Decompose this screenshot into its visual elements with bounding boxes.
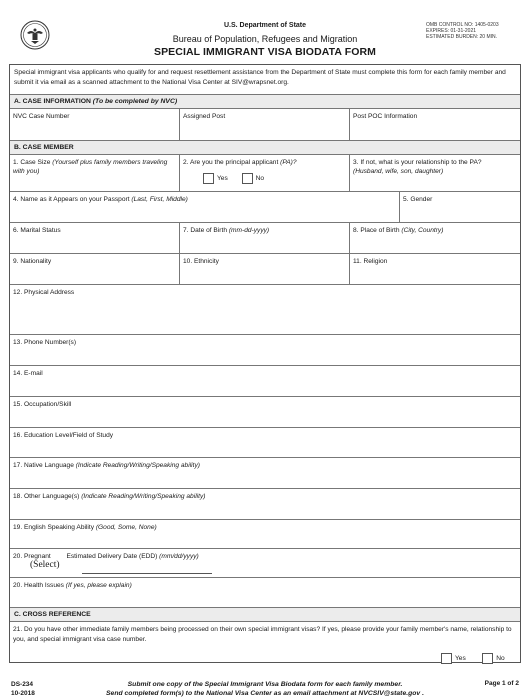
religion-label: 11. Religion	[353, 258, 388, 265]
other-languages-note: (Indicate Reading/Writing/Speaking ability)	[81, 493, 206, 500]
physical-address-label: 12. Physical Address	[13, 289, 75, 296]
form-date: 10-2018	[11, 690, 35, 697]
phone-field[interactable]	[10, 335, 520, 365]
assigned-post-field[interactable]	[179, 109, 349, 140]
row-pregnant	[10, 549, 520, 578]
row-case-size	[10, 155, 520, 192]
education-field[interactable]	[10, 428, 520, 457]
gender-label: 5. Gender	[403, 196, 433, 203]
health-issues-field[interactable]	[10, 578, 520, 607]
footer-line-2: Send completed form(s) to the National Visa Center as an email attachment at NVCSIV@state.gov .	[106, 690, 424, 697]
english-ability-label: 19. English Speaking Ability	[13, 524, 95, 531]
principal-yes-label: Yes	[217, 175, 228, 182]
form-number: DS-234	[11, 681, 34, 688]
omb-expires: EXPIRES: 01-31-2021	[426, 28, 477, 34]
q21-label: 21. Do you have other immediate family members being processed on their own special immigrant visas? If yes, please provide your family member's name, relationship to you, and special immigrant visa case number.	[13, 626, 512, 643]
row-email	[10, 366, 520, 397]
row-name	[10, 192, 520, 223]
q21-yes-label: Yes	[455, 655, 466, 663]
nvc-case-number-label: NVC Case Number	[13, 113, 70, 120]
english-ability-field[interactable]	[10, 520, 520, 548]
section-a-title: A. CASE INFORMATION	[14, 98, 91, 105]
case-size-label: 1. Case Size	[13, 159, 51, 166]
gender-field[interactable]	[399, 192, 520, 222]
principal-yes-checkbox[interactable]	[203, 173, 214, 184]
english-ability-note: (Good, Some, None)	[95, 524, 157, 531]
pregnant-select[interactable]: (Select)	[30, 560, 60, 570]
native-language-note: (Indicate Reading/Writing/Speaking ability)	[75, 462, 200, 469]
relationship-field[interactable]	[349, 155, 520, 191]
principal-no-label: No	[255, 175, 265, 182]
q21-yes-checkbox[interactable]	[441, 653, 452, 664]
passport-name-note: (Last, First, Middle)	[131, 196, 188, 203]
row-nationality	[10, 254, 520, 285]
ethnicity-field[interactable]	[179, 254, 349, 284]
bureau-name: Bureau of Population, Refugees and Migration	[172, 34, 358, 44]
q21-no-label: No	[496, 655, 505, 663]
relationship-note: (Husband, wife, son, daughter)	[353, 168, 444, 175]
nationality-field[interactable]	[10, 254, 179, 284]
post-poc-label: Post POC Information	[353, 113, 418, 120]
q21-options	[441, 650, 505, 668]
q21-no-checkbox[interactable]	[482, 653, 493, 664]
health-issues-note: (If yes, please explain)	[65, 582, 132, 589]
principal-no-checkbox[interactable]	[242, 173, 253, 184]
footer-instructions	[49, 680, 481, 698]
place-of-birth-field[interactable]	[349, 223, 520, 253]
occupation-label: 15. Occupation/Skill	[13, 401, 72, 408]
edd-note: (mm/dd/yyyy)	[159, 553, 199, 560]
ethnicity-label: 10. Ethnicity	[183, 258, 219, 265]
form-number-block	[11, 680, 35, 698]
date-of-birth-field[interactable]	[179, 223, 349, 253]
row-cross-reference	[10, 622, 520, 664]
row-phone	[10, 335, 520, 366]
omb-info	[426, 22, 526, 40]
passport-name-label: 4. Name as it Appears on your Passport	[13, 196, 130, 203]
native-language-field[interactable]	[10, 458, 520, 488]
post-poc-field[interactable]	[349, 109, 520, 140]
assigned-post-label: Assigned Post	[183, 113, 226, 120]
row-marital	[10, 223, 520, 254]
marital-status-field[interactable]	[10, 223, 179, 253]
edd-input-line[interactable]	[82, 573, 212, 574]
email-field[interactable]	[10, 366, 520, 396]
principal-label: 2. Are you the principal applicant	[183, 159, 279, 166]
principal-note: (PA)?	[280, 159, 297, 166]
dob-note: (mm-dd-yyyy)	[228, 227, 270, 234]
other-languages-field[interactable]	[10, 489, 520, 519]
case-size-note: (Yourself plus family members traveling with you)	[13, 159, 168, 175]
email-label: 14. E-mail	[13, 370, 43, 377]
case-size-field[interactable]	[10, 155, 179, 191]
principal-options	[183, 173, 346, 184]
row-native-language	[10, 458, 520, 489]
religion-field[interactable]	[349, 254, 520, 284]
row-english	[10, 520, 520, 549]
passport-name-field[interactable]	[10, 192, 399, 222]
nvc-case-number-field[interactable]	[10, 109, 179, 140]
pregnant-label: 20. Pregnant	[13, 553, 51, 560]
row-occupation	[10, 397, 520, 428]
education-label: 16. Education Level/Field of Study	[13, 432, 114, 439]
pob-label: 8. Place of Birth	[353, 227, 400, 234]
edd-label: Estimated Delivery Date (EDD)	[66, 553, 158, 560]
native-language-label: 17. Native Language	[13, 462, 74, 469]
omb-control: OMB CONTROL NO: 1405-0203	[426, 22, 499, 28]
physical-address-field[interactable]	[10, 285, 520, 334]
section-c-header	[10, 608, 520, 622]
form-title: SPECIAL IMMIGRANT VISA BIODATA FORM	[153, 46, 377, 58]
page-number: Page 1 of 2	[484, 680, 519, 687]
occupation-field[interactable]	[10, 397, 520, 427]
row-other-languages	[10, 489, 520, 520]
principal-applicant-field	[179, 155, 349, 191]
footer-line-1: Submit one copy of the Special Immigrant Visa Biodata form for each family member.	[127, 681, 403, 688]
section-b-title: B. CASE MEMBER	[14, 144, 74, 151]
section-a-header	[10, 95, 520, 109]
nationality-label: 9. Nationality	[13, 258, 52, 265]
row-address	[10, 285, 520, 335]
health-issues-label: 20. Health Issues	[13, 582, 64, 589]
dob-label: 7. Date of Birth	[183, 227, 227, 234]
intro-text: Special immigrant visa applicants who qualify for and request resettlement assistance from the Department of State must complete this form for each family member and submit it via email as a scanned attachment to the National Visa Center at SIV@wrapsnet.org.	[10, 65, 520, 95]
omb-burden: ESTIMATED BURDEN: 20 MIN.	[426, 34, 498, 40]
section-b-header	[10, 141, 520, 155]
section-a-note: (To be completed by NVC)	[92, 98, 178, 105]
phone-label: 13. Phone Number(s)	[13, 339, 77, 346]
department-name: U.S. Department of State	[223, 22, 307, 29]
department-seal-icon	[20, 20, 50, 50]
marital-status-label: 6. Marital Status	[13, 227, 61, 234]
section-c-title: C. CROSS REFERENCE	[14, 611, 91, 618]
biodata-form	[9, 64, 521, 663]
row-health	[10, 578, 520, 608]
form-footer	[11, 680, 521, 700]
form-header	[110, 21, 420, 59]
pob-note: (City, Country)	[401, 227, 444, 234]
case-info-row	[10, 109, 520, 141]
other-languages-label: 18. Other Language(s)	[13, 493, 80, 500]
row-education	[10, 428, 520, 458]
relationship-label: 3. If not, what is your relationship to the PA?	[353, 159, 482, 166]
